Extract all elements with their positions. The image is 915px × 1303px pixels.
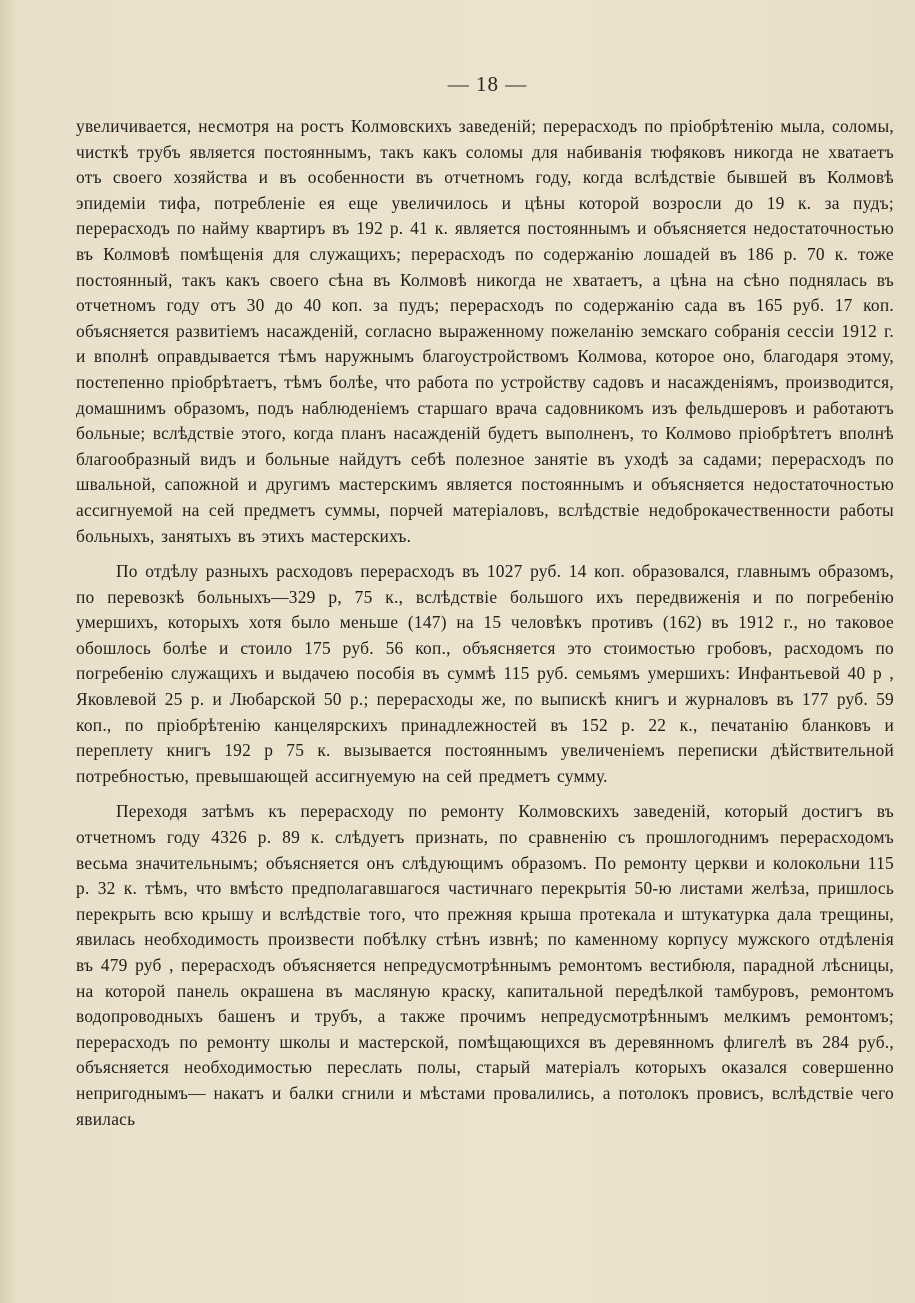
paragraph-misc-expenses: По отдѣлу разныхъ расходовъ перерасходъ въ 1027 руб. 14 коп. образовался, главнымъ образомъ, по перевозкѣ больныхъ—329 р, 75 к., вслѣдствіе большого ихъ передвиженія и по погребенію умершихъ, которыхъ хотя было меньше (147) на 15 человѣкъ противъ (162) въ 1912 г., но таковое обошлось болѣе и стоило 175 руб. 56 коп., объясняется это стоимостью гробовъ, расходомъ по погребенію служащихъ и выдачею пособія въ суммѣ 115 руб. семьямъ умершихъ: Инфантьевой 40 р , Яковлевой 25 р. и Любарской 50 р.; перерасходы же, по выпискѣ книгъ и журналовъ въ 177 руб. 59 коп., по пріобрѣтенію канцелярскихъ принадлежностей въ 152 р. 22 к., печатанію бланковъ и переплету книгъ 192 р 75 к. вызывается постояннымъ увеличеніемъ переписки дѣйствительной потребностью, превышающей ассигнуемую на сей предметъ сумму. — [76, 561, 894, 786]
body-text — [76, 114, 894, 1132]
page-number: — 18 — — [447, 72, 528, 96]
paragraph-repair-overrun: Переходя затѣмъ къ перерасходу по ремонту Колмовскихъ заведеній, который достигъ въ отчетномъ году 4326 р. 89 к. слѣдуетъ признать, по сравненію съ прошлогоднимъ перерасходомъ весьма значительнымъ; объясняется онъ слѣдующимъ образомъ. По ремонту церкви и колокольни 115 р. 32 к. тѣмъ, что вмѣсто предполагавшагося частичнаго перекрытія 50-ю листами желѣза, пришлось перекрыть всю крышу и вслѣдствіе того, что прежняя крыша протекала и штукатурка дала трещины, явилась необходимость произвести побѣлку стѣнъ извнѣ; по каменному корпусу мужского отдѣленія въ 479 руб , перерасходъ объясняется непредусмотрѣннымъ ремонтомъ вестибюля, парадной лѣсницы, на которой панель окрашена въ масляную краску, капитальной передѣлкой тамбуровъ, ремонтомъ водопроводныхъ башенъ и трубъ, а также прочимъ непредусмотрѣннымъ мелкимъ ремонтомъ; перерасходъ по ремонту школы и мастерской, помѣщающихся въ деревянномъ флигелѣ въ 284 руб., объясняется необходимостью переслать полы, старый матеріалъ которыхъ оказался совершенно непригоднымъ— накатъ и балки сгнили и мѣстами провалились, а потолокъ провисъ, вслѣдствіе чего явилась — [76, 801, 894, 1129]
paragraph-continued-expenses: увеличивается, несмотря на ростъ Колмовскихъ заведеній; перерасходъ по пріобрѣтенію мыла, соломы, чисткѣ трубъ является постояннымъ, такъ какъ соломы для набиванія тюфяковъ никогда не хватаетъ отъ своего хозяйства и въ особенности въ отчетномъ году, когда вслѣдствіе бывшей въ Колмовѣ эпидеміи тифа, потребленіе ея еще увеличилось и цѣны которой возросли до 19 к. за пудъ; перерасходъ по найму квартиръ въ 192 р. 41 к. является постояннымъ и объясняется недостаточностью въ Колмовѣ помѣщенія для служащихъ; перерасходъ по содержанію лошадей въ 186 р. 70 к. тоже постоянный, такъ какъ своего сѣна въ Колмовѣ никогда не хватаетъ, а цѣна на сѣно поднялась въ отчетномъ году отъ 30 до 40 коп. за пудъ; перерасходъ по содержанію сада въ 165 руб. 17 коп. объясняется развитіемъ насажденій, согласно выраженному пожеланію земскаго собранія сессіи 1912 г. и вполнѣ оправдывается тѣмъ наружнымъ благоустройствомъ Колмова, которое оно, благодаря этому, постепенно пріобрѣтаетъ, тѣмъ болѣе, что работа по устройству садовъ и насажденіямъ, производится, домашнимъ образомъ, подъ наблюденіемъ старшаго врача садовникомъ изъ фельдшеровъ и работаютъ больные; вслѣдствіе этого, когда планъ насажденій будетъ выполненъ, то Колмово пріобрѣтетъ вполнѣ благообразный видъ и больные найдутъ себѣ полезное занятіе въ уходѣ за садами; перерасходъ по швальной, сапожной и другимъ мастерскимъ является постояннымъ и объясняется недостаточностью ассигнуемой на сей предметъ суммы, порчей матеріаловъ, вслѣдствіе недоброкачественности работы больныхъ, занятыхъ въ этихъ мастерскихъ. — [76, 116, 894, 546]
